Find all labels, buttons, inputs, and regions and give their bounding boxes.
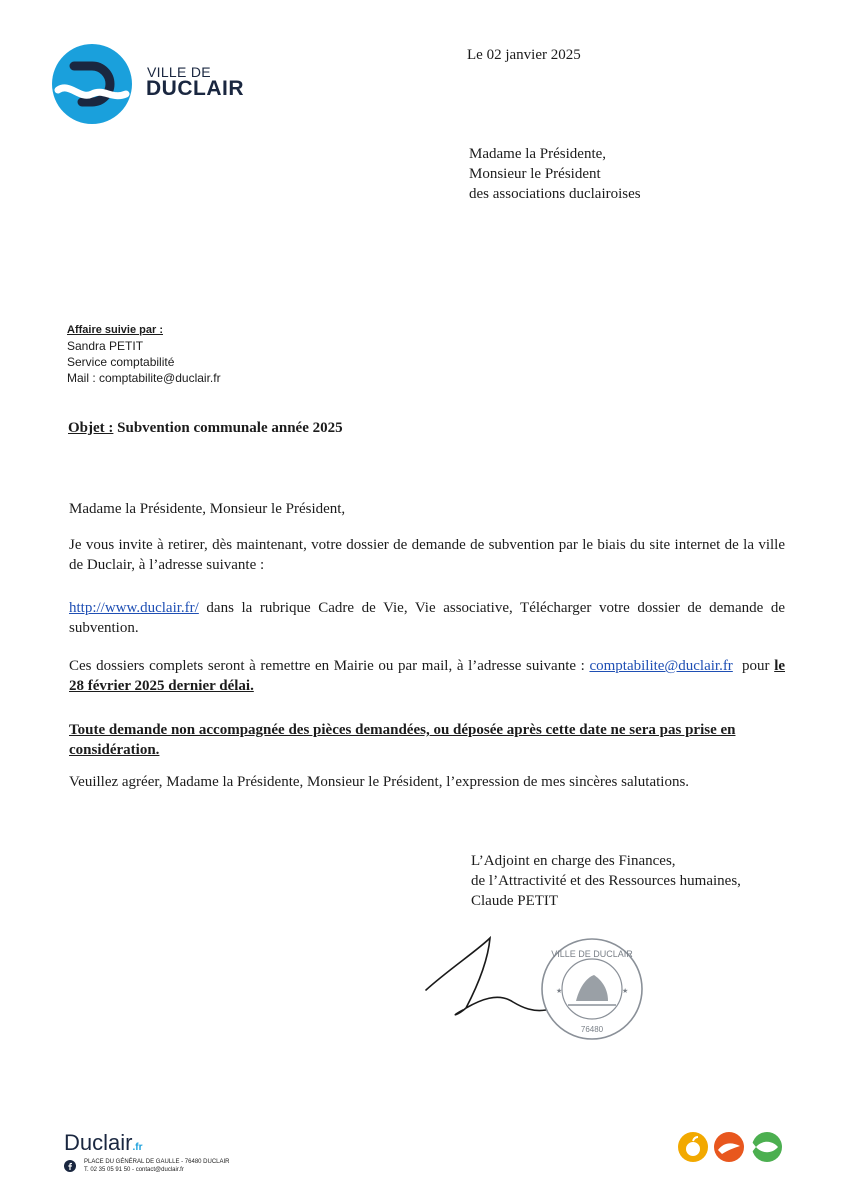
footer-brand: [64, 1130, 142, 1156]
signatory-name: Claude PETIT: [471, 893, 559, 909]
footer-partner-icons: [676, 1128, 786, 1166]
subject-text: Subvention communale année 2025: [117, 420, 343, 436]
stamp-code: 76480: [580, 1025, 604, 1034]
follow-up-title: Affaire suivie par :: [67, 324, 163, 336]
logo-text-big: DUCLAIR: [146, 77, 244, 100]
official-stamp: [538, 935, 646, 1043]
follow-up-block: [67, 322, 221, 386]
paragraph-deadline: [69, 656, 785, 696]
bird-icon: [714, 1132, 744, 1162]
duclair-logo-icon: [52, 44, 132, 124]
footer-brand-name: Duclair: [64, 1130, 133, 1155]
salutation: Madame la Présidente, Monsieur le Président,: [69, 501, 346, 517]
svg-text:★: ★: [556, 987, 563, 995]
footer-phone-email: T. 02 35 05 91 50 - contact@duclair.fr: [84, 1167, 184, 1173]
recipient-block: [469, 144, 641, 204]
email-link[interactable]: comptabilite@duclair.fr: [589, 658, 733, 674]
closing-formula: Veuillez agréer, Madame la Présidente, Monsieur le Président, l’expression de mes sincères salutations.: [69, 774, 690, 790]
paragraph-website-text: dans la rubrique Cadre de Vie, Vie associative, Télécharger votre dossier de demande de subvention.: [69, 600, 785, 636]
footer-contact: [84, 1158, 230, 1174]
paragraph-deadline-for: pour: [732, 658, 775, 674]
subject-line: [68, 420, 343, 437]
recipient-line: des associations duclairoises: [469, 186, 641, 202]
recipient-line: Madame la Présidente,: [469, 146, 607, 162]
website-link[interactable]: http://www.duclair.fr/: [69, 600, 199, 616]
follow-up-name: Sandra PETIT: [67, 339, 144, 353]
svg-text:★: ★: [622, 987, 629, 995]
signatory-block: [471, 851, 741, 911]
follow-up-service: Service comptabilité: [67, 355, 175, 369]
handwritten-signature: [418, 930, 553, 1025]
letter-date: Le 02 janvier 2025: [467, 47, 581, 63]
city-logo: [52, 44, 282, 124]
fish-icon: [752, 1132, 782, 1162]
logo-text-small: VILLE DE: [147, 64, 211, 80]
stamp-top-text: VILLE DE DUCLAIR: [551, 949, 633, 959]
paragraph-deadline-text: Ces dossiers complets seront à remettre en Mairie ou par mail, à l’adresse suivante :: [69, 658, 590, 674]
paragraph-website: [69, 598, 785, 638]
apple-icon: [678, 1132, 708, 1162]
facebook-icon[interactable]: [64, 1160, 76, 1172]
signatory-title-2: de l’Attractivité et des Ressources humaines,: [471, 873, 741, 889]
follow-up-mail: Mail : comptabilite@duclair.fr: [67, 371, 221, 385]
paragraph-warning: Toute demande non accompagnée des pièces demandées, ou déposée après cette date ne sera pas prise en considération.: [69, 722, 736, 758]
recipient-line: Monsieur le Président: [469, 166, 601, 182]
deadline-date: le 28 février 2025 dernier délai.: [69, 658, 786, 694]
signatory-title: L’Adjoint en charge des Finances,: [471, 853, 676, 869]
footer-address: PLACE DU GÉNÉRAL DE GAULLE - 76480 DUCLAIR: [84, 1159, 230, 1165]
paragraph-invitation: Je vous invite à retirer, dès maintenant, votre dossier de demande de subvention par le biais du site internet de la ville de Duclair, à l’adresse suivante :: [69, 537, 785, 573]
footer-brand-suffix: .fr: [132, 1142, 143, 1153]
subject-label: Objet :: [68, 420, 114, 436]
